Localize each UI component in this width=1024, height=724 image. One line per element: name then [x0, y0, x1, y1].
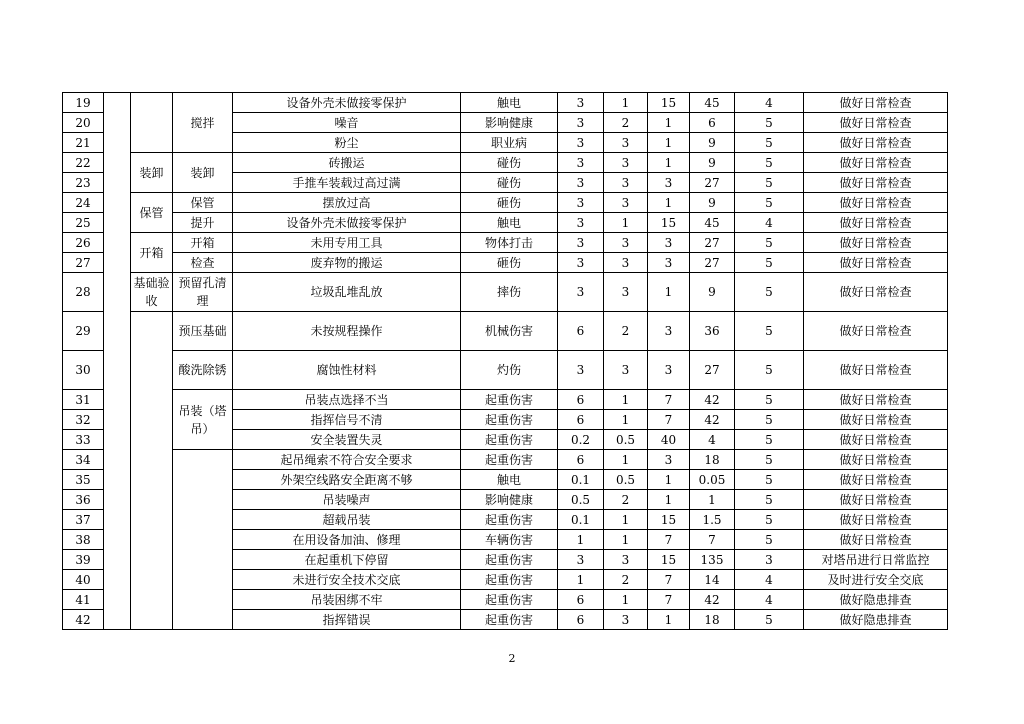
likelihood-cell: 3	[558, 153, 604, 173]
likelihood-cell: 3	[558, 193, 604, 213]
exposure-cell: 3	[604, 173, 648, 193]
risk-level-cell: 5	[735, 530, 804, 550]
control-measure-cell: 做好日常检查	[804, 93, 948, 113]
work-step-cell: 预留孔清理	[173, 273, 233, 312]
control-measure-cell: 对塔吊进行日常监控	[804, 550, 948, 570]
risk-score-cell: 45	[690, 213, 735, 233]
row-number-cell: 41	[63, 590, 104, 610]
row-number-cell: 33	[63, 430, 104, 450]
risk-score-cell: 14	[690, 570, 735, 590]
accident-type-cell: 物体打击	[461, 233, 558, 253]
accident-type-cell: 砸伤	[461, 253, 558, 273]
risk-level-cell: 5	[735, 233, 804, 253]
risk-level-cell: 5	[735, 133, 804, 153]
row-number-cell: 28	[63, 273, 104, 312]
exposure-cell: 0.5	[604, 430, 648, 450]
hazard-cell: 未用专用工具	[233, 233, 461, 253]
likelihood-cell: 3	[558, 233, 604, 253]
accident-type-cell: 触电	[461, 213, 558, 233]
accident-type-cell: 碰伤	[461, 173, 558, 193]
exposure-cell: 3	[604, 273, 648, 312]
risk-level-cell: 5	[735, 312, 804, 351]
likelihood-cell: 3	[558, 113, 604, 133]
risk-score-cell: 9	[690, 133, 735, 153]
control-measure-cell: 做好日常检查	[804, 450, 948, 470]
row-number-cell: 24	[63, 193, 104, 213]
table-row	[63, 213, 948, 233]
table-row	[63, 153, 948, 173]
consequence-cell: 15	[648, 213, 690, 233]
consequence-cell: 3	[648, 351, 690, 390]
exposure-cell: 1	[604, 510, 648, 530]
likelihood-cell: 1	[558, 570, 604, 590]
control-measure-cell: 做好日常检查	[804, 470, 948, 490]
hazard-cell: 指挥错误	[233, 610, 461, 630]
accident-type-cell: 起重伤害	[461, 570, 558, 590]
risk-level-cell: 5	[735, 351, 804, 390]
control-measure-cell: 做好日常检查	[804, 390, 948, 410]
risk-score-cell: 18	[690, 610, 735, 630]
exposure-cell: 2	[604, 490, 648, 510]
table-row	[63, 273, 948, 312]
row-number-cell: 32	[63, 410, 104, 430]
risk-score-cell: 9	[690, 273, 735, 312]
work-stage-cell: 开箱	[131, 233, 173, 273]
hazard-cell: 废弃物的搬运	[233, 253, 461, 273]
hazard-cell: 噪音	[233, 113, 461, 133]
risk-level-cell: 4	[735, 590, 804, 610]
risk-level-cell: 4	[735, 213, 804, 233]
hazard-cell: 在用设备加油、修理	[233, 530, 461, 550]
risk-level-cell: 3	[735, 550, 804, 570]
exposure-cell: 1	[604, 390, 648, 410]
hazard-cell: 安全装置失灵	[233, 430, 461, 450]
risk-score-cell: 27	[690, 351, 735, 390]
row-number-cell: 29	[63, 312, 104, 351]
likelihood-cell: 6	[558, 610, 604, 630]
exposure-cell: 3	[604, 133, 648, 153]
accident-type-cell: 灼伤	[461, 351, 558, 390]
work-stage-cell: 装卸	[131, 153, 173, 193]
work-step-cell: 提升	[173, 213, 233, 233]
hazard-cell: 在起重机下停留	[233, 550, 461, 570]
hazard-cell: 未按规程操作	[233, 312, 461, 351]
accident-type-cell: 起重伤害	[461, 450, 558, 470]
table-body	[63, 93, 948, 630]
hazard-cell: 摆放过高	[233, 193, 461, 213]
risk-score-cell: 7	[690, 530, 735, 550]
row-number-cell: 20	[63, 113, 104, 133]
row-number-cell: 39	[63, 550, 104, 570]
exposure-cell: 1	[604, 213, 648, 233]
risk-score-cell: 9	[690, 193, 735, 213]
row-number-cell: 19	[63, 93, 104, 113]
control-measure-cell: 做好日常检查	[804, 490, 948, 510]
control-measure-cell: 做好日常检查	[804, 213, 948, 233]
accident-type-cell: 车辆伤害	[461, 530, 558, 550]
exposure-cell: 3	[604, 153, 648, 173]
risk-level-cell: 5	[735, 193, 804, 213]
accident-type-cell: 机械伤害	[461, 312, 558, 351]
likelihood-cell: 0.2	[558, 430, 604, 450]
work-stage-cell: 保管	[131, 193, 173, 233]
consequence-cell: 1	[648, 193, 690, 213]
risk-score-cell: 0.05	[690, 470, 735, 490]
hazard-cell: 吊装困绑不牢	[233, 590, 461, 610]
hazard-cell: 砖搬运	[233, 153, 461, 173]
consequence-cell: 1	[648, 490, 690, 510]
hazard-cell: 垃圾乱堆乱放	[233, 273, 461, 312]
work-stage-cell: 基础验收	[131, 273, 173, 312]
risk-level-cell: 5	[735, 450, 804, 470]
risk-level-cell: 5	[735, 113, 804, 133]
risk-level-cell: 5	[735, 253, 804, 273]
risk-level-cell: 5	[735, 153, 804, 173]
likelihood-cell: 3	[558, 253, 604, 273]
likelihood-cell: 6	[558, 410, 604, 430]
risk-score-cell: 42	[690, 410, 735, 430]
blank-category-cell	[104, 93, 131, 630]
exposure-cell: 3	[604, 351, 648, 390]
risk-level-cell: 5	[735, 390, 804, 410]
consequence-cell: 3	[648, 312, 690, 351]
consequence-cell: 7	[648, 530, 690, 550]
row-number-cell: 27	[63, 253, 104, 273]
work-step-cell: 预压基础	[173, 312, 233, 351]
exposure-cell: 3	[604, 193, 648, 213]
consequence-cell: 7	[648, 390, 690, 410]
consequence-cell: 40	[648, 430, 690, 450]
consequence-cell: 1	[648, 470, 690, 490]
control-measure-cell: 做好隐患排查	[804, 590, 948, 610]
work-step-cell: 搅拌	[173, 93, 233, 153]
control-measure-cell: 做好日常检查	[804, 193, 948, 213]
control-measure-cell: 做好日常检查	[804, 173, 948, 193]
risk-score-cell: 135	[690, 550, 735, 570]
likelihood-cell: 3	[558, 213, 604, 233]
risk-score-cell: 36	[690, 312, 735, 351]
exposure-cell: 3	[604, 550, 648, 570]
consequence-cell: 7	[648, 570, 690, 590]
table-row	[63, 351, 948, 390]
hazard-cell: 设备外壳未做接零保护	[233, 93, 461, 113]
hazard-cell: 设备外壳未做接零保护	[233, 213, 461, 233]
exposure-cell: 2	[604, 570, 648, 590]
risk-level-cell: 5	[735, 430, 804, 450]
likelihood-cell: 0.1	[558, 470, 604, 490]
consequence-cell: 3	[648, 450, 690, 470]
accident-type-cell: 起重伤害	[461, 390, 558, 410]
work-step-cell: 开箱	[173, 233, 233, 253]
row-number-cell: 22	[63, 153, 104, 173]
hazard-cell: 外架空线路安全距离不够	[233, 470, 461, 490]
hazard-cell: 指挥信号不清	[233, 410, 461, 430]
hazard-cell: 起吊绳索不符合安全要求	[233, 450, 461, 470]
consequence-cell: 3	[648, 173, 690, 193]
hazard-cell: 未进行安全技术交底	[233, 570, 461, 590]
risk-score-cell: 1.5	[690, 510, 735, 530]
row-number-cell: 25	[63, 213, 104, 233]
page-number: 2	[508, 652, 516, 665]
consequence-cell: 1	[648, 273, 690, 312]
control-measure-cell: 做好日常检查	[804, 312, 948, 351]
risk-score-cell: 9	[690, 153, 735, 173]
control-measure-cell: 做好日常检查	[804, 153, 948, 173]
row-number-cell: 31	[63, 390, 104, 410]
likelihood-cell: 3	[558, 133, 604, 153]
table-row	[63, 253, 948, 273]
exposure-cell: 2	[604, 312, 648, 351]
exposure-cell: 3	[604, 233, 648, 253]
work-step-cell: 装卸	[173, 153, 233, 193]
work-stage-cell	[131, 93, 173, 153]
risk-score-cell: 27	[690, 173, 735, 193]
likelihood-cell: 0.5	[558, 490, 604, 510]
risk-level-cell: 5	[735, 610, 804, 630]
exposure-cell: 3	[604, 253, 648, 273]
risk-level-cell: 4	[735, 93, 804, 113]
risk-level-cell: 4	[735, 570, 804, 590]
risk-level-cell: 5	[735, 470, 804, 490]
work-step-cell: 吊装（塔吊）	[173, 390, 233, 450]
control-measure-cell: 做好日常检查	[804, 410, 948, 430]
accident-type-cell: 起重伤害	[461, 410, 558, 430]
risk-score-cell: 45	[690, 93, 735, 113]
likelihood-cell: 6	[558, 312, 604, 351]
consequence-cell: 1	[648, 153, 690, 173]
table-row	[63, 193, 948, 213]
risk-level-cell: 5	[735, 173, 804, 193]
row-number-cell: 21	[63, 133, 104, 153]
accident-type-cell: 摔伤	[461, 273, 558, 312]
exposure-cell: 1	[604, 450, 648, 470]
table-row	[63, 93, 948, 113]
control-measure-cell: 做好日常检查	[804, 273, 948, 312]
accident-type-cell: 触电	[461, 93, 558, 113]
accident-type-cell: 影响健康	[461, 490, 558, 510]
accident-type-cell: 起重伤害	[461, 610, 558, 630]
control-measure-cell: 做好日常检查	[804, 233, 948, 253]
likelihood-cell: 3	[558, 173, 604, 193]
risk-score-cell: 42	[690, 390, 735, 410]
work-step-cell	[173, 450, 233, 630]
exposure-cell: 1	[604, 93, 648, 113]
control-measure-cell: 做好日常检查	[804, 113, 948, 133]
work-stage-cell	[131, 312, 173, 630]
control-measure-cell: 做好日常检查	[804, 510, 948, 530]
risk-level-cell: 5	[735, 273, 804, 312]
likelihood-cell: 3	[558, 351, 604, 390]
likelihood-cell: 6	[558, 390, 604, 410]
exposure-cell: 1	[604, 590, 648, 610]
likelihood-cell: 0.1	[558, 510, 604, 530]
table-row	[63, 233, 948, 253]
row-number-cell: 42	[63, 610, 104, 630]
consequence-cell: 1	[648, 133, 690, 153]
work-step-cell: 酸洗除锈	[173, 351, 233, 390]
row-number-cell: 34	[63, 450, 104, 470]
accident-type-cell: 起重伤害	[461, 510, 558, 530]
hazard-cell: 吊装点选择不当	[233, 390, 461, 410]
accident-type-cell: 砸伤	[461, 193, 558, 213]
control-measure-cell: 做好日常检查	[804, 430, 948, 450]
consequence-cell: 15	[648, 93, 690, 113]
consequence-cell: 15	[648, 510, 690, 530]
row-number-cell: 35	[63, 470, 104, 490]
risk-score-cell: 1	[690, 490, 735, 510]
accident-type-cell: 影响健康	[461, 113, 558, 133]
control-measure-cell: 做好日常检查	[804, 530, 948, 550]
exposure-cell: 1	[604, 530, 648, 550]
consequence-cell: 7	[648, 590, 690, 610]
risk-score-cell: 6	[690, 113, 735, 133]
hazard-cell: 手推车装载过高过满	[233, 173, 461, 193]
accident-type-cell: 起重伤害	[461, 430, 558, 450]
control-measure-cell: 及时进行安全交底	[804, 570, 948, 590]
likelihood-cell: 3	[558, 550, 604, 570]
risk-level-cell: 5	[735, 510, 804, 530]
consequence-cell: 1	[648, 610, 690, 630]
hazard-cell: 粉尘	[233, 133, 461, 153]
hazard-cell: 超载吊装	[233, 510, 461, 530]
risk-level-cell: 5	[735, 490, 804, 510]
risk-level-cell: 5	[735, 410, 804, 430]
accident-type-cell: 起重伤害	[461, 550, 558, 570]
likelihood-cell: 6	[558, 450, 604, 470]
consequence-cell: 3	[648, 253, 690, 273]
control-measure-cell: 做好日常检查	[804, 133, 948, 153]
accident-type-cell: 职业病	[461, 133, 558, 153]
exposure-cell: 0.5	[604, 470, 648, 490]
risk-assessment-table	[62, 92, 948, 630]
row-number-cell: 38	[63, 530, 104, 550]
row-number-cell: 36	[63, 490, 104, 510]
hazard-cell: 腐蚀性材料	[233, 351, 461, 390]
consequence-cell: 15	[648, 550, 690, 570]
risk-score-cell: 27	[690, 233, 735, 253]
hazard-cell: 吊装噪声	[233, 490, 461, 510]
table-row	[63, 450, 948, 470]
risk-score-cell: 18	[690, 450, 735, 470]
accident-type-cell: 起重伤害	[461, 590, 558, 610]
row-number-cell: 26	[63, 233, 104, 253]
consequence-cell: 3	[648, 233, 690, 253]
control-measure-cell: 做好隐患排查	[804, 610, 948, 630]
table-row	[63, 390, 948, 410]
risk-score-cell: 27	[690, 253, 735, 273]
exposure-cell: 2	[604, 113, 648, 133]
risk-score-cell: 4	[690, 430, 735, 450]
accident-type-cell: 触电	[461, 470, 558, 490]
control-measure-cell: 做好日常检查	[804, 253, 948, 273]
row-number-cell: 37	[63, 510, 104, 530]
accident-type-cell: 碰伤	[461, 153, 558, 173]
likelihood-cell: 3	[558, 93, 604, 113]
exposure-cell: 1	[604, 410, 648, 430]
risk-score-cell: 42	[690, 590, 735, 610]
likelihood-cell: 6	[558, 590, 604, 610]
control-measure-cell: 做好日常检查	[804, 351, 948, 390]
row-number-cell: 40	[63, 570, 104, 590]
exposure-cell: 3	[604, 610, 648, 630]
likelihood-cell: 1	[558, 530, 604, 550]
work-step-cell: 保管	[173, 193, 233, 213]
row-number-cell: 23	[63, 173, 104, 193]
consequence-cell: 7	[648, 410, 690, 430]
work-step-cell: 检查	[173, 253, 233, 273]
table-row	[63, 312, 948, 351]
row-number-cell: 30	[63, 351, 104, 390]
likelihood-cell: 3	[558, 273, 604, 312]
consequence-cell: 1	[648, 113, 690, 133]
